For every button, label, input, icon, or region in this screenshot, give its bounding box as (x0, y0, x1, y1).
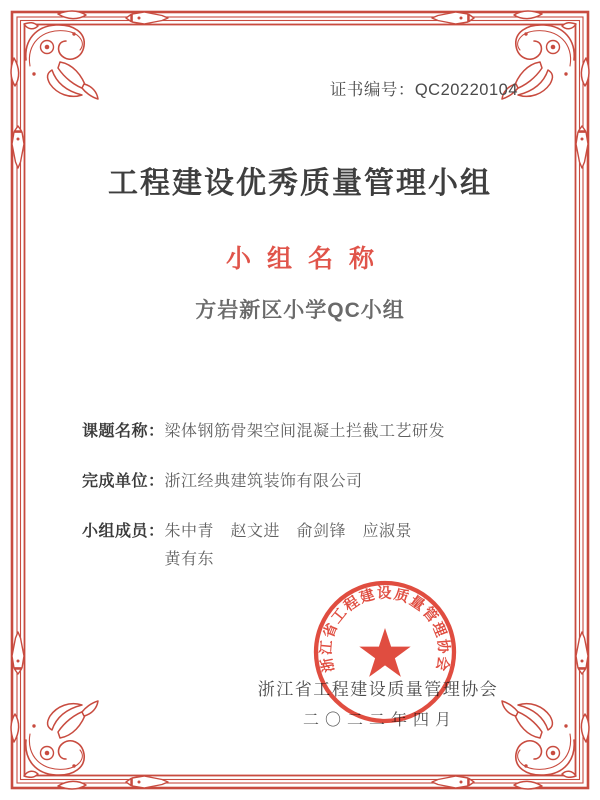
field-label: 完成单位： (82, 473, 165, 490)
field-value: 浙江经典建筑装饰有限公司 (164, 473, 363, 490)
members-line-2: 黄有东 (164, 551, 215, 568)
field-label: 小组成员： (82, 523, 165, 540)
certificate-number (330, 76, 518, 100)
certificate-title: 工程建设优秀质量管理小组 (108, 167, 492, 200)
field-row-topic (82, 422, 542, 442)
field-label: 课题名称： (82, 423, 165, 440)
members-line-1: 朱中青 赵文进 俞剑锋 应淑景 (164, 523, 413, 540)
certificate-number-value: QC20220104 (414, 81, 518, 99)
issue-date: 二〇二二年四月 (302, 712, 457, 729)
field-value (165, 522, 413, 570)
group-name-heading: 小组名称 (225, 244, 390, 273)
certificate-number-label: 证书编号： (329, 81, 415, 99)
group-name: 方岩新区小学QC小组 (195, 299, 405, 322)
field-value: 梁体钢筋骨架空间混凝土拦截工艺研发 (164, 423, 446, 440)
seal-arc-text: 浙江省工程建设质量管理协会 (318, 586, 452, 674)
field-row-company (82, 472, 542, 492)
star-icon (359, 628, 410, 677)
field-row-members (82, 522, 542, 570)
issuer-name: 浙江省工程建设质量管理协会 (257, 680, 499, 699)
official-seal (303, 570, 467, 734)
